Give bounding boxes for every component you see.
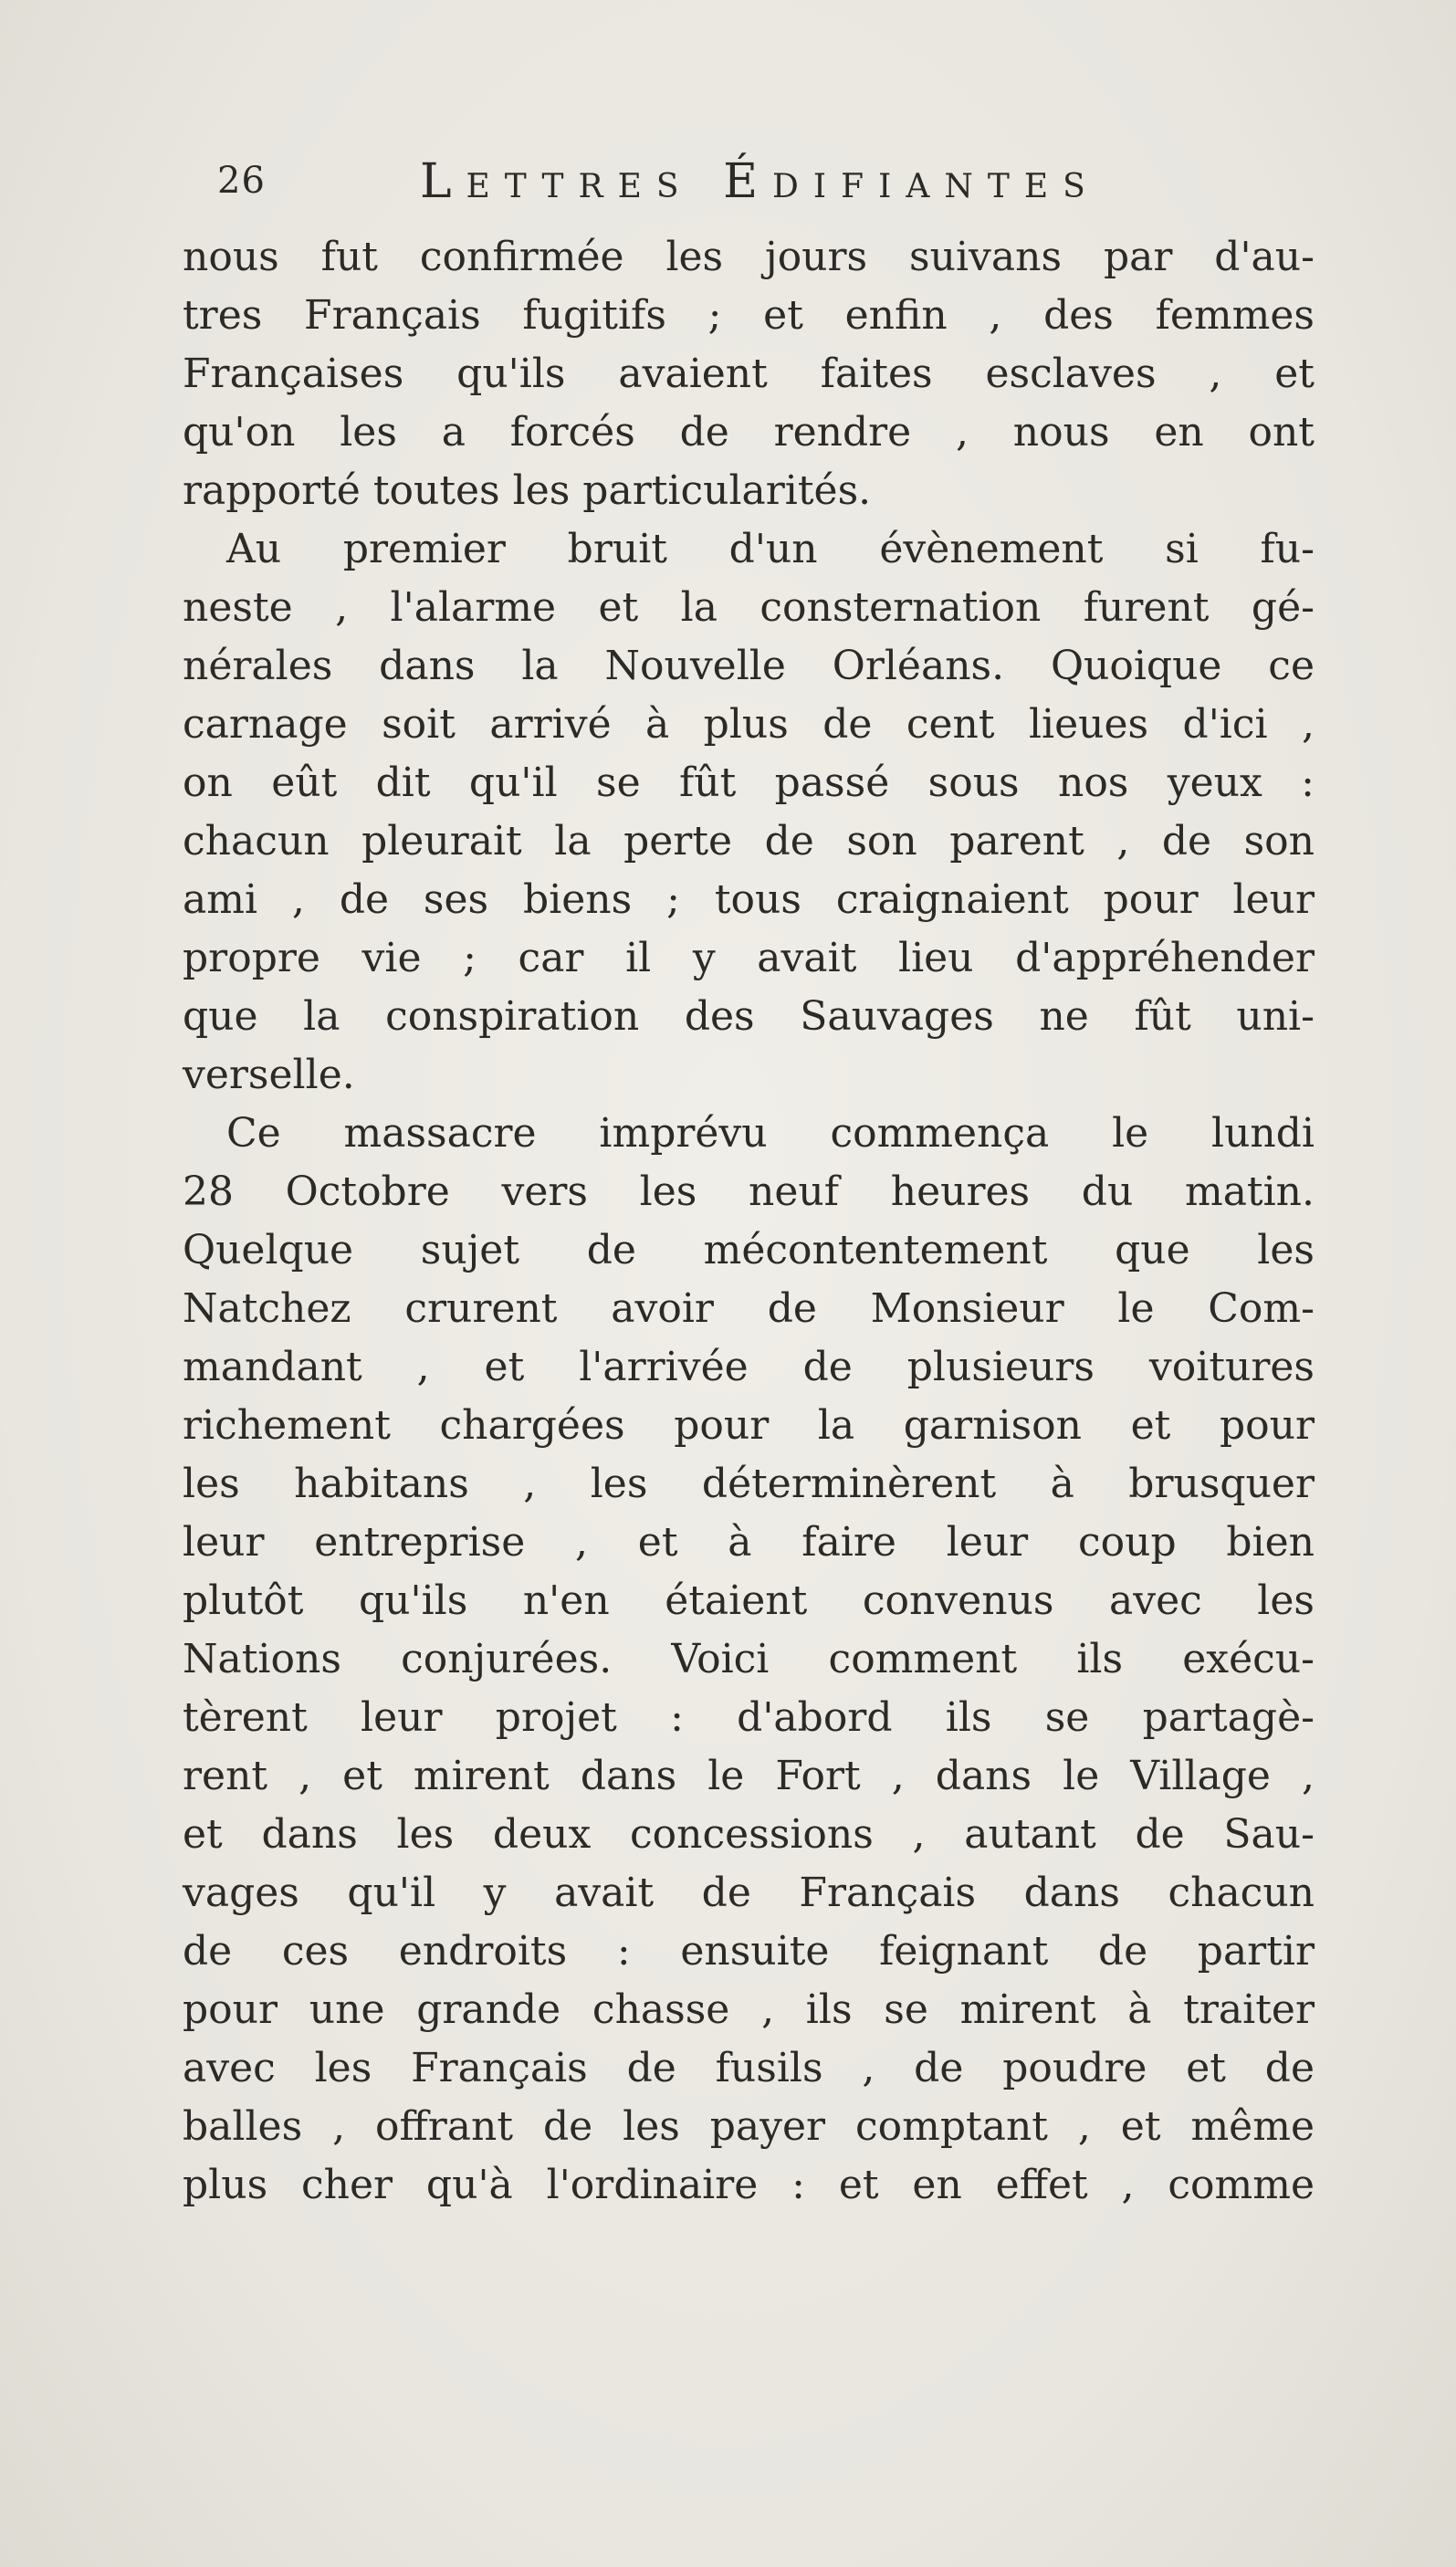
text-line: rent , et mirent dans le Fort , dans le Village , bbox=[183, 1753, 1315, 1799]
text-line: tèrent leur projet : d'abord ils se partagè- bbox=[183, 1694, 1315, 1741]
text-line: neste , l'alarme et la consternation furent gé- bbox=[183, 584, 1315, 631]
page-number: 26 bbox=[217, 160, 266, 202]
running-title: Lettres Édifiantes bbox=[420, 154, 1100, 209]
text-line: ami , de ses biens ; tous craignaient pour leur bbox=[183, 876, 1315, 923]
text-line: Nations conjurées. Voici comment ils exécu- bbox=[183, 1636, 1315, 1682]
text-line: balles , offrant de les payer comptant , et même bbox=[183, 2103, 1315, 2150]
text-line: plutôt qu'ils n'en étaient convenus avec les bbox=[183, 1577, 1315, 1624]
text-line: chacun pleurait la perte de son parent , de son bbox=[183, 818, 1315, 864]
body-text bbox=[183, 228, 1315, 2215]
text-line: rapporté toutes les particularités. bbox=[183, 467, 872, 514]
text-line: les habitans , les déterminèrent à brusquer bbox=[183, 1461, 1315, 1507]
text-line: nérales dans la Nouvelle Orléans. Quoique ce bbox=[183, 643, 1315, 689]
text-line: Au premier bruit d'un évènement si fu- bbox=[226, 526, 1315, 572]
text-line: pour une grande chasse , ils se mirent à traiter bbox=[183, 1986, 1315, 2033]
text-line: de ces endroits : ensuite feignant de partir bbox=[183, 1928, 1315, 1975]
text-line: que la conspiration des Sauvages ne fût uni- bbox=[183, 993, 1315, 1040]
text-line: qu'on les a forcés de rendre , nous en ont bbox=[183, 409, 1315, 456]
text-line: Ce massacre imprévu commença le lundi bbox=[226, 1110, 1315, 1157]
text-line: richement chargées pour la garnison et pour bbox=[183, 1402, 1315, 1449]
text-line: tres Français fugitifs ; et enfin , des femmes bbox=[183, 292, 1315, 339]
text-line: nous fut confirmée les jours suivans par d'au- bbox=[183, 234, 1315, 280]
text-line: avec les Français de fusils , de poudre et de bbox=[183, 2045, 1315, 2091]
text-line: plus cher qu'à l'ordinaire : et en effet , comme bbox=[183, 2162, 1315, 2208]
text-line: Quelque sujet de mécontentement que les bbox=[183, 1227, 1315, 1273]
text-line: carnage soit arrivé à plus de cent lieues d'ici , bbox=[183, 701, 1315, 748]
text-line: 28 Octobre vers les neuf heures du matin. bbox=[183, 1168, 1315, 1215]
text-line: et dans les deux concessions , autant de Sau- bbox=[183, 1811, 1315, 1858]
text-line: propre vie ; car il y avait lieu d'appréhender bbox=[183, 935, 1315, 981]
text-line: mandant , et l'arrivée de plusieurs voitures bbox=[183, 1344, 1315, 1390]
page-header bbox=[217, 154, 1313, 215]
text-line: Natchez crurent avoir de Monsieur le Com- bbox=[183, 1285, 1315, 1332]
text-line: verselle. bbox=[183, 1052, 355, 1098]
text-line: Françaises qu'ils avaient faites esclaves , et bbox=[183, 351, 1315, 397]
text-line: vages qu'il y avait de Français dans chacun bbox=[183, 1870, 1315, 1916]
text-line: leur entreprise , et à faire leur coup bien bbox=[183, 1519, 1315, 1566]
text-line: on eût dit qu'il se fût passé sous nos yeux : bbox=[183, 760, 1315, 806]
